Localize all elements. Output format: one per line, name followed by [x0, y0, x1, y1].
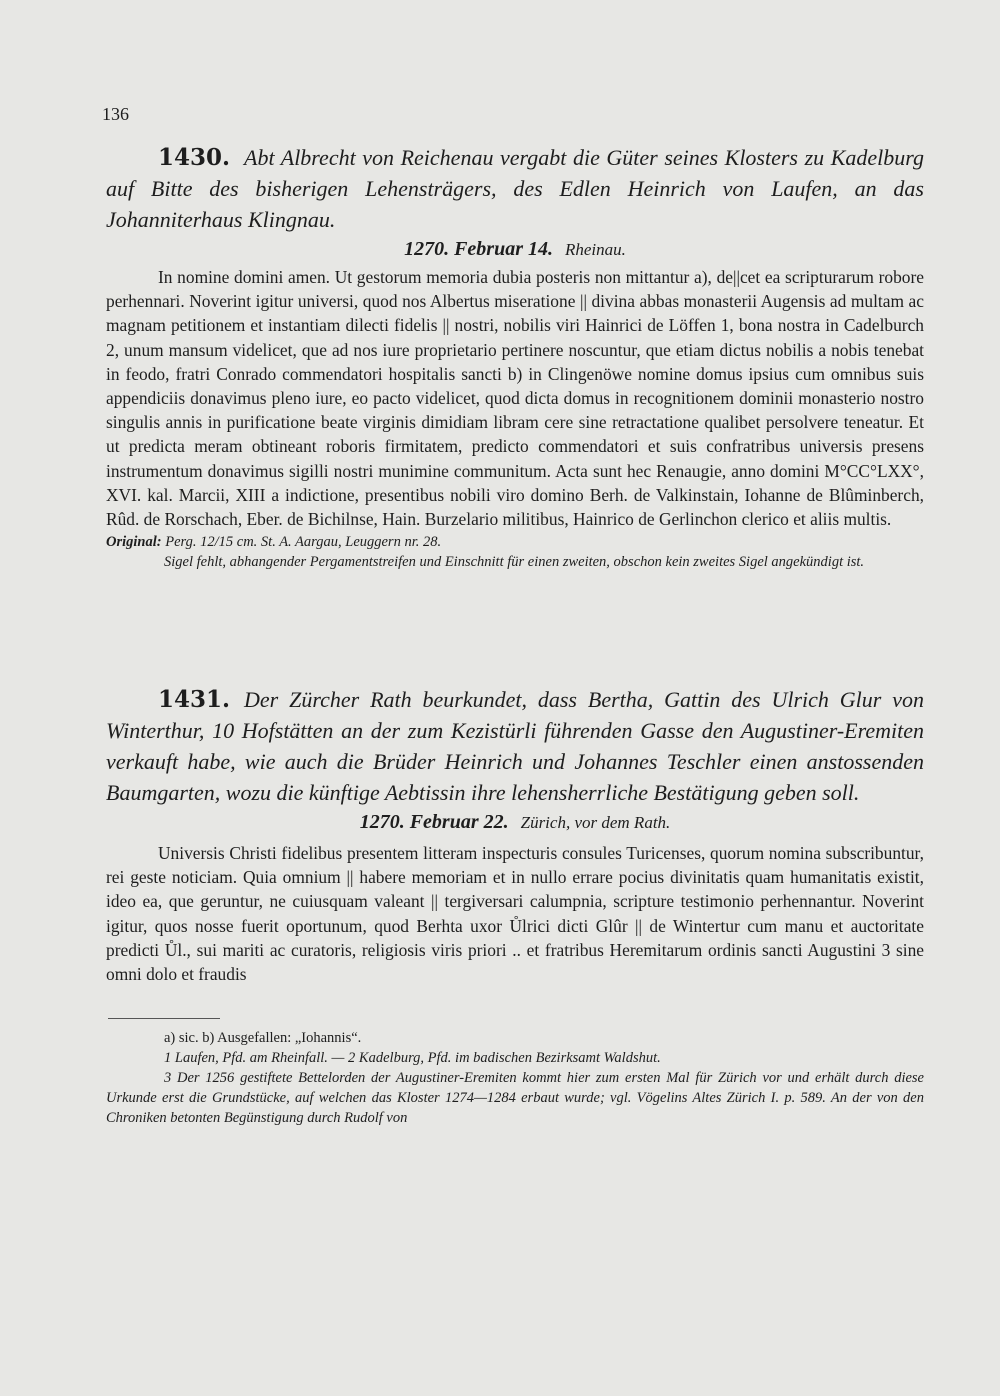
footnote-divider [108, 1018, 220, 1019]
entry-place: Zürich, vor dem Rath. [520, 813, 671, 832]
footnote-text-critical: a) sic. b) Ausgefallen: „Iohannis“. [164, 1030, 362, 1046]
entry-summary-text: Der Zürcher Rath beurkundet, dass Bertha, Gattin des Ulrich Glur von Winterthur, 10 Hofstätten an der zum Kezistürli führenden Gasse den Augustiner-Eremiten verkauft habe, wie auch die Brüder Heinrich und Johannes Teschler einen anstossenden Baumgarten, wozu die künftige Aebtissin ihre lehensherrliche Bestätigung geben soll. [106, 687, 924, 805]
entry-summary-text: Abt Albrecht von Reichenau vergabt die Güter seines Klosters zu Kadelburg auf Bitte des bisherigen Lehensträgers, des Edlen Heinrich von Laufen, an das Johanniterhaus Klingnau. [106, 145, 924, 232]
entry-note-original [106, 532, 924, 552]
entry-date: 1270. Februar 22. [359, 811, 509, 833]
entry-1430 [106, 142, 924, 572]
footnotes [106, 1028, 924, 1128]
entry-place: Rheinau. [565, 240, 626, 259]
entry-summary [106, 142, 924, 235]
entry-date: 1270. Februar 14. [404, 238, 553, 260]
footnote-3: 3 Der 1256 gestiftete Bettelorden der Augustiner-Eremiten kommt hier zum ersten Mal für Zürich vor und erhält durch diese Urkunde erst die Grundstücke, auf welchen das Kloster 1274—1284 erbaut wurde; vgl. Vögelins Altes Zürich I. p. 589. An der von den Chroniken betonten Begünstigung durch Rudolf von [106, 1070, 924, 1126]
page-number: 136 [102, 104, 129, 124]
entry-1431 [106, 684, 924, 986]
entry-summary [106, 684, 924, 808]
entry-number: 1431. [158, 686, 231, 713]
note-label: Original: [106, 534, 162, 551]
entry-text: Universis Christi fidelibus presentem litteram inspecturis consules Turicenses, quorum nomina subscribuntur, rei geste noticiam. Quia omnium || habere memoriam et in nullo errare pocius divinitatis quam humanitatis existit, ideo ea, que geruntur, ne cuiusquam valeant || tergiversari calumpnia, scripture testimonio perhennantur. Noverint igitur, quos nosse fuerit oportunum, quod Berhta uxor Ůlrici dicti Glûr || de Wintertur cum manu et auctoritate predicti Ůl., sui mariti ac curatoris, religiosis viris priori .. et fratribus Heremitarum ordinis sancti Augustini 3 sine omni dolo et fraudis [106, 843, 924, 985]
note-original-text: Perg. 12/15 cm. St. A. Aargau, Leuggern nr. 28. [165, 534, 442, 551]
entry-note-seal: Sigel fehlt, abhangender Pergamentstreifen und Einschnitt für einen zweiten, obschon kein zweites Sigel angekündigt ist. [164, 554, 865, 571]
entry-dateline [106, 237, 924, 262]
entry-number: 1430. [158, 144, 231, 171]
entry-text: In nomine domini amen. Ut gestorum memoria dubia posteris non mittantur a), de||cet ea scripturarum robore perhennari. Noverint igitur universi, quod nos Albertus miseratione || divina abbas monasterii Augensis ad multam ac magnam petitionem et instantiam dilecti fidelis || nostri, nobilis viri Hainrici de Löffen 1, bona nostra in Cadelburch 2, unum mansum videlicet, que ad nos iure proprietario pertinere noscuntur, que etiam dictus nobilis a nobis tenebat in feodo, fratri Conrado commendatori hospitalis sancti b) in Clingenöwe nomine domus ipsius cum omnibus suis appendiciis donavimus pleno iure, eo pacto videlicet, quod dicta domus in recognitionem dominii monasterio nostro singulis annis in purificatione beate virginis dimidiam libram cere sine retractatione qualibet persolvere teneatur. Et ut predicta meram obtineant roboris firmitatem, predicto commendatori et suis confratribus universis presens instrumentum donavimus sigilli nostri munimine communitum. Acta sunt hec Renaugie, anno domini M°CC°LXX°, XVI. kal. Marcii, XIII a indictione, presentibus nobili viro domino Berh. de Valkinstain, Iohanne de Blûminberch, Rûd. de Rorschach, Eber. de Bichilnse, Hain. Burzelario militibus, Hainrico de Gerlinchon clerico et aliis multis. [106, 267, 924, 530]
entry-dateline [106, 810, 924, 835]
footnote-1-2: 1 Laufen, Pfd. am Rheinfall. — 2 Kadelburg, Pfd. im badischen Bezirksamt Waldshut. [164, 1050, 661, 1066]
